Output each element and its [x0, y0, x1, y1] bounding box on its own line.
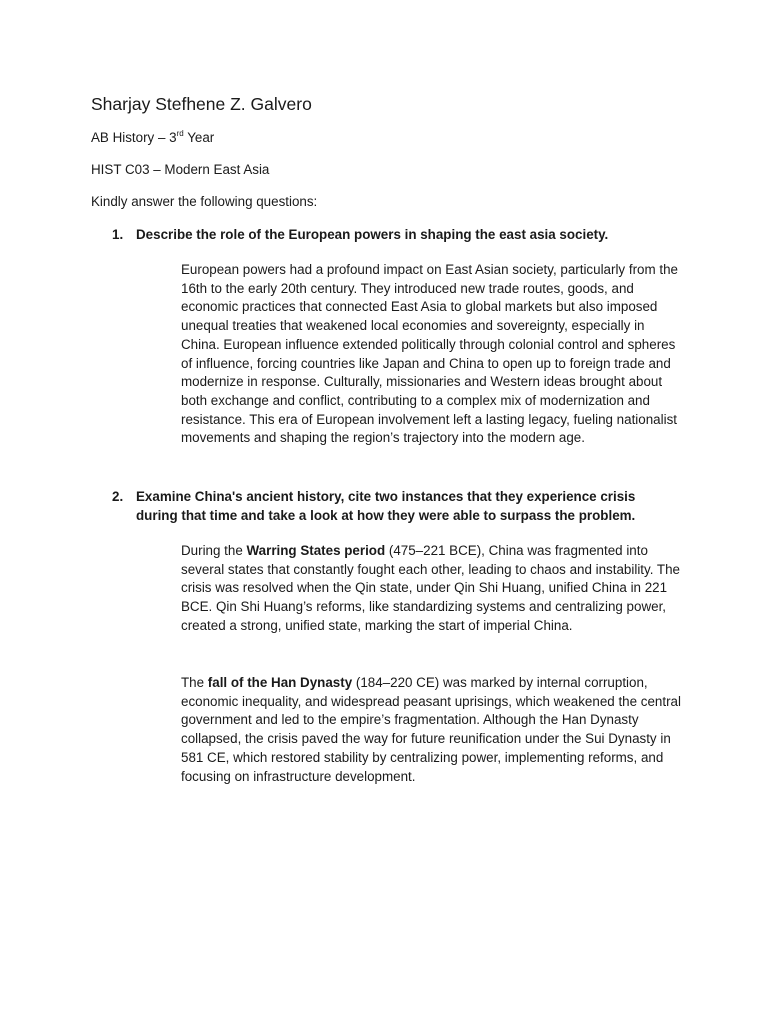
- course-code: HIST C03 – Modern East Asia: [91, 162, 270, 177]
- question-1-number: 1.: [112, 227, 124, 242]
- answer-2b-lead: The: [181, 675, 208, 690]
- answer-2b-rest: (184–220 CE) was marked by internal corruption, economic inequality, and widespread peasant uprisings, which weakened the central government and led to the empire’s fragmentation. Although the Han Dynasty collapsed, the crisis paved the way for future reunification under the Sui Dynasty in 581 CE, which restored stability by centralizing power, implementing reforms, and focusing on infrastructure development.: [181, 675, 681, 784]
- course-suffix: Year: [183, 130, 215, 145]
- answer-2a-rest: (475–221 BCE), China was fragmented into several states that constantly fought each other, leading to chaos and instability. The crisis was resolved when the Qin state, under Qin Shi Huang, unified China in 221 BCE. Qin Shi Huang’s reforms, like standardizing systems and centralizing power, created a strong, unified state, marking the start of imperial China.: [181, 543, 680, 633]
- course-line: [91, 130, 214, 146]
- question-2-number: 2.: [112, 489, 124, 504]
- instructions: Kindly answer the following questions:: [91, 194, 318, 209]
- question-1-text: Describe the role of the European powers in shaping the east asia society.: [136, 227, 609, 242]
- course-superscript: rd: [176, 128, 184, 138]
- answer-2a-bold-term: Warring States period: [246, 543, 386, 558]
- course-prefix: AB History – 3: [91, 130, 177, 145]
- answer-1-paragraph: European powers had a profound impact on East Asian society, particularly from the 16th to the early 20th century. They introduced new trade routes, goods, and economic practices that connected East Asia to global markets but also imposed unequal treaties that weakened local economies and sovereignty, especially in China. European influence extended politically through colonial control and spheres of influence, forcing countries like Japan and China to open up to foreign trade and modernize in response. Culturally, missionaries and Western ideas brought about both exchange and conflict, contributing to a complex mix of modernization and resistance. This era of European involvement left a lasting legacy, fueling nationalist movements and shaping the region’s trajectory into the modern age.: [181, 262, 678, 446]
- answer-2a-lead: During the: [181, 543, 247, 558]
- question-2-text: Examine China's ancient history, cite two instances that they experience crisis during that time and take a look at how they were able to surpass the problem.: [136, 489, 636, 523]
- answer-2b-paragraph: [181, 674, 681, 786]
- answer-2a-paragraph: [181, 542, 681, 636]
- author-name: Sharjay Stefhene Z. Galvero: [91, 94, 312, 114]
- answer-2b-bold-term: fall of the Han Dynasty: [207, 675, 353, 690]
